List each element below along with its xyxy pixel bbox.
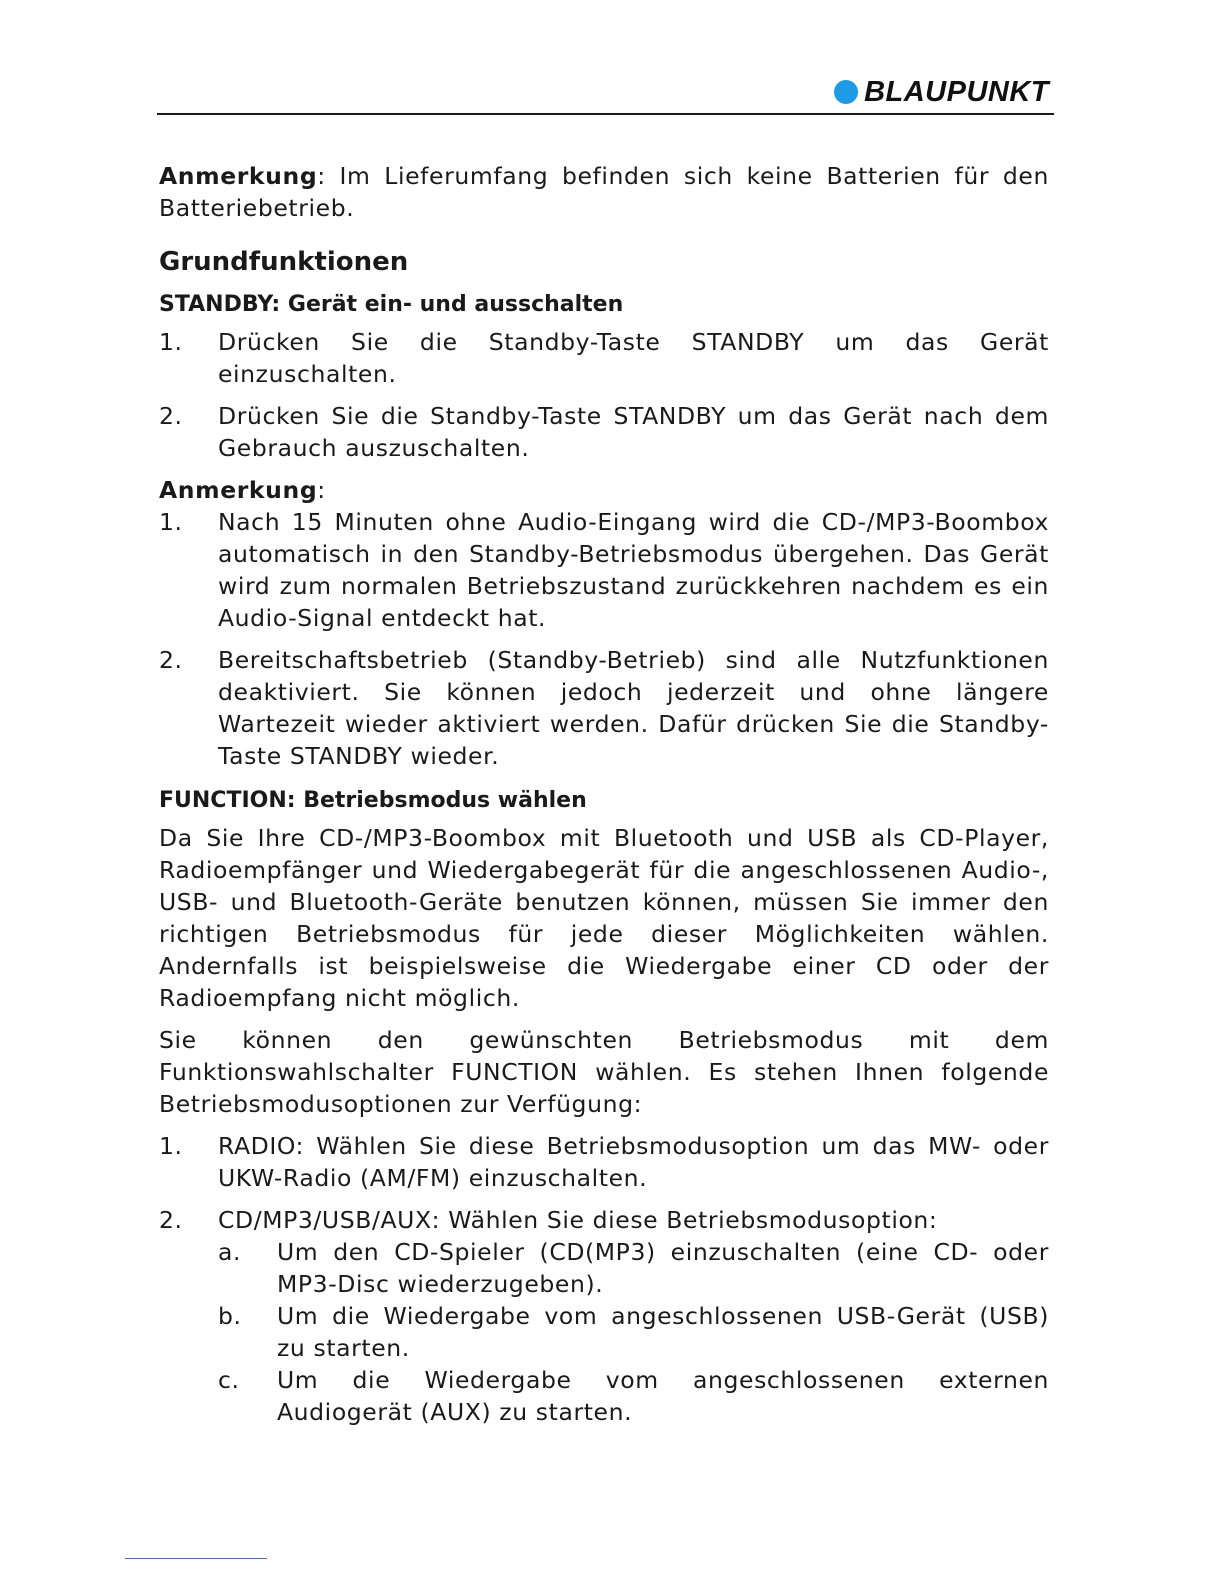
list-text: Bereitschaftsbetrieb (Standby-Betrieb) sind alle Nutzfunktionen deaktiviert. Sie können jedoch jederzeit und ohne längere Wartezeit wieder aktiviert werden. Dafür drücken Sie die Standby-Taste STANDBY wieder. bbox=[218, 646, 1049, 770]
standby-list bbox=[159, 326, 1049, 464]
note-batteries bbox=[159, 160, 1049, 224]
function-heading: FUNCTION: Betriebsmodus wählen bbox=[159, 788, 587, 813]
list-number: 2. bbox=[159, 402, 183, 430]
list-text: Drücken Sie die Standby-Taste STANDBY um das Gerät einzuschalten. bbox=[218, 328, 1049, 388]
header-divider bbox=[157, 113, 1054, 115]
note-label: Anmerkung bbox=[159, 162, 318, 190]
sublist-text: Um die Wiedergabe vom angeschlossenen USB-Gerät (USB) zu starten. bbox=[277, 1302, 1049, 1362]
list-item bbox=[159, 1204, 1049, 1428]
sublist-item bbox=[218, 1236, 1049, 1300]
list-number: 2. bbox=[159, 1206, 183, 1234]
function-paragraph-2: Sie können den gewünschten Betriebsmodus mit dem Funktionswahlschalter FUNCTION wählen. Es stehen Ihnen folgende Betriebsmodusoptionen zur Verfügung: bbox=[159, 1026, 1049, 1118]
sublist-letter: c. bbox=[218, 1366, 240, 1394]
sublist-text: Um den CD-Spieler (CD(MP3) einzuschalten (eine CD- oder MP3-Disc wiederzugeben). bbox=[277, 1238, 1049, 1298]
list-item bbox=[159, 1130, 1049, 1194]
list-number: 1. bbox=[159, 328, 183, 356]
section-title: Grundfunktionen bbox=[159, 247, 409, 277]
list-body bbox=[218, 1204, 1049, 1428]
footer-rule bbox=[125, 1558, 267, 1559]
sublist-letter: a. bbox=[218, 1238, 242, 1266]
note-colon: : bbox=[317, 476, 326, 504]
note-text: : Im Lieferumfang befinden sich keine Batterien für den Batteriebetrieb. bbox=[159, 162, 1049, 222]
sublist-item bbox=[218, 1364, 1049, 1428]
function-sublist bbox=[218, 1236, 1049, 1428]
list-item bbox=[159, 506, 1049, 634]
sublist-text: Um die Wiedergabe vom angeschlossenen externen Audiogerät (AUX) zu starten. bbox=[277, 1366, 1049, 1426]
note-standby-list bbox=[159, 506, 1049, 772]
list-number: 2. bbox=[159, 646, 183, 674]
list-text: Drücken Sie die Standby-Taste STANDBY um das Gerät nach dem Gebrauch auszuschalten. bbox=[218, 402, 1049, 462]
sublist-letter: b. bbox=[218, 1302, 242, 1330]
function-list bbox=[159, 1130, 1049, 1428]
note-standby-heading bbox=[159, 474, 1049, 506]
list-text: Nach 15 Minuten ohne Audio-Eingang wird die CD-/MP3-Boombox automatisch in den Standby-Betriebsmodus übergehen. Das Gerät wird zum normalen Betriebszustand zurückkehren nachdem es ein Audio-Signal entdeckt hat. bbox=[218, 508, 1049, 632]
list-text: RADIO: Wählen Sie diese Betriebsmodusoption um das MW- oder UKW-Radio (AM/FM) einzuschalten. bbox=[218, 1132, 1049, 1192]
list-item bbox=[159, 326, 1049, 390]
sublist-item bbox=[218, 1300, 1049, 1364]
list-item bbox=[159, 400, 1049, 464]
brand-name: BLAUPUNKT bbox=[864, 75, 1049, 108]
brand-logo bbox=[834, 74, 1049, 110]
list-item bbox=[159, 644, 1049, 772]
note-label: Anmerkung bbox=[159, 476, 318, 504]
list-text: CD/MP3/USB/AUX: Wählen Sie diese Betriebsmodusoption: bbox=[218, 1206, 938, 1234]
brand-dot-icon bbox=[834, 80, 858, 104]
page-content bbox=[159, 160, 1049, 1438]
list-number: 1. bbox=[159, 508, 183, 536]
standby-heading: STANDBY: Gerät ein- und ausschalten bbox=[159, 292, 624, 317]
function-paragraph-1: Da Sie Ihre CD-/MP3-Boombox mit Bluetooth und USB als CD-Player, Radioempfänger und Wiedergabegerät für die angeschlossenen Audio-, USB- und Bluetooth-Geräte benutzen können, müssen Sie immer den richtigen Betriebsmodus für jede dieser Möglichkeiten wählen. Andernfalls ist beispielsweise die Wiedergabe einer CD oder der Radioempfang nicht möglich. bbox=[159, 824, 1049, 1012]
list-number: 1. bbox=[159, 1132, 183, 1160]
